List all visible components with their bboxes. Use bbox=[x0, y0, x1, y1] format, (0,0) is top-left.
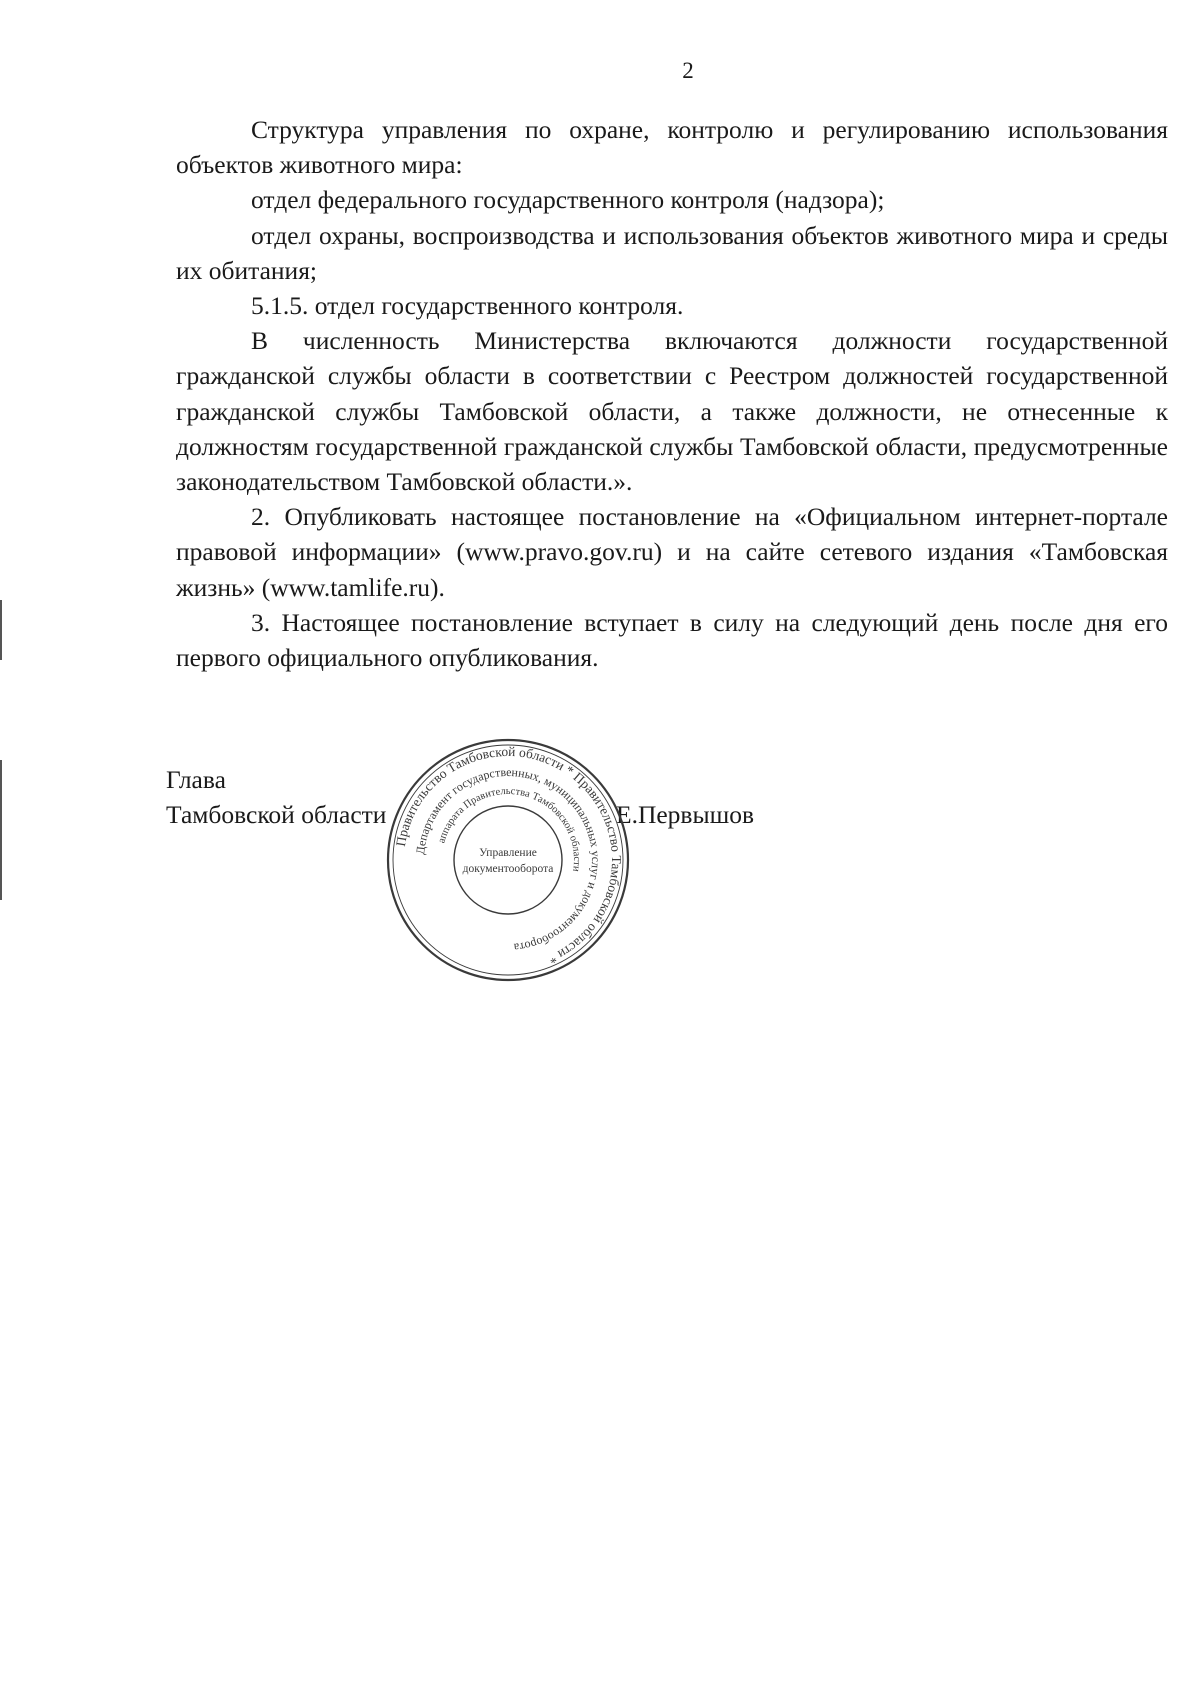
signer-position-line1: Глава bbox=[166, 765, 226, 794]
paragraph-federal-control-dept: отдел федерального государственного контроля (надзора); bbox=[251, 185, 885, 215]
signature-block bbox=[166, 762, 386, 832]
stamp-outer-ring-text: Правительство Тамбовской области * Правительство Тамбовской области * bbox=[392, 743, 625, 968]
paragraph-structure-intro: Структура управления по охране, контролю и регулированию использования объектов животного мира: bbox=[176, 115, 1168, 180]
document-body bbox=[176, 112, 1168, 675]
paragraph-entry-into-force: 3. Настоящее постановление вступает в силу на следующий день после дня его первого официального опубликования. bbox=[176, 607, 1168, 673]
stamp-center-line1: Управление bbox=[479, 847, 537, 859]
paragraph-wildlife-protection-dept: отдел охраны, воспроизводства и использования объектов животного мира и среды их обитания; bbox=[176, 220, 1168, 285]
signer-name: Е.Первышов bbox=[616, 800, 755, 829]
paragraph-publication: 2. Опубликовать настоящее постановление на «Официальном интернет-портале правовой информации» (www.pravo.gov.ru) и на сайте сетевого издания «Тамбовская жизнь» (www.tamlife.ru). bbox=[176, 502, 1168, 602]
official-stamp bbox=[384, 736, 632, 984]
stamp-inner-ring-text: аппарата Правительства Тамбовской области bbox=[436, 785, 583, 873]
signer-position-line2: Тамбовской области bbox=[166, 800, 387, 829]
paragraph-state-control-dept: 5.1.5. отдел государственного контроля. bbox=[251, 291, 684, 321]
scan-edge bbox=[0, 0, 3, 1697]
page-number: 2 bbox=[682, 58, 694, 83]
stamp-center-line2: документооборота bbox=[462, 863, 554, 875]
paragraph-staff-positions: В численность Министерства включаются должности государственной гражданской службы области в соответствии с Реестром должностей государственной гражданской службы Тамбовской области, а также должности, не отнесенные к должностям государственной гражданской службы Тамбовской области, предусмотренные законодательством Тамбовской области.». bbox=[176, 326, 1168, 497]
stamp-middle-ring-text: Департамент государственных, муниципальных услуг и документооборота bbox=[413, 764, 604, 955]
